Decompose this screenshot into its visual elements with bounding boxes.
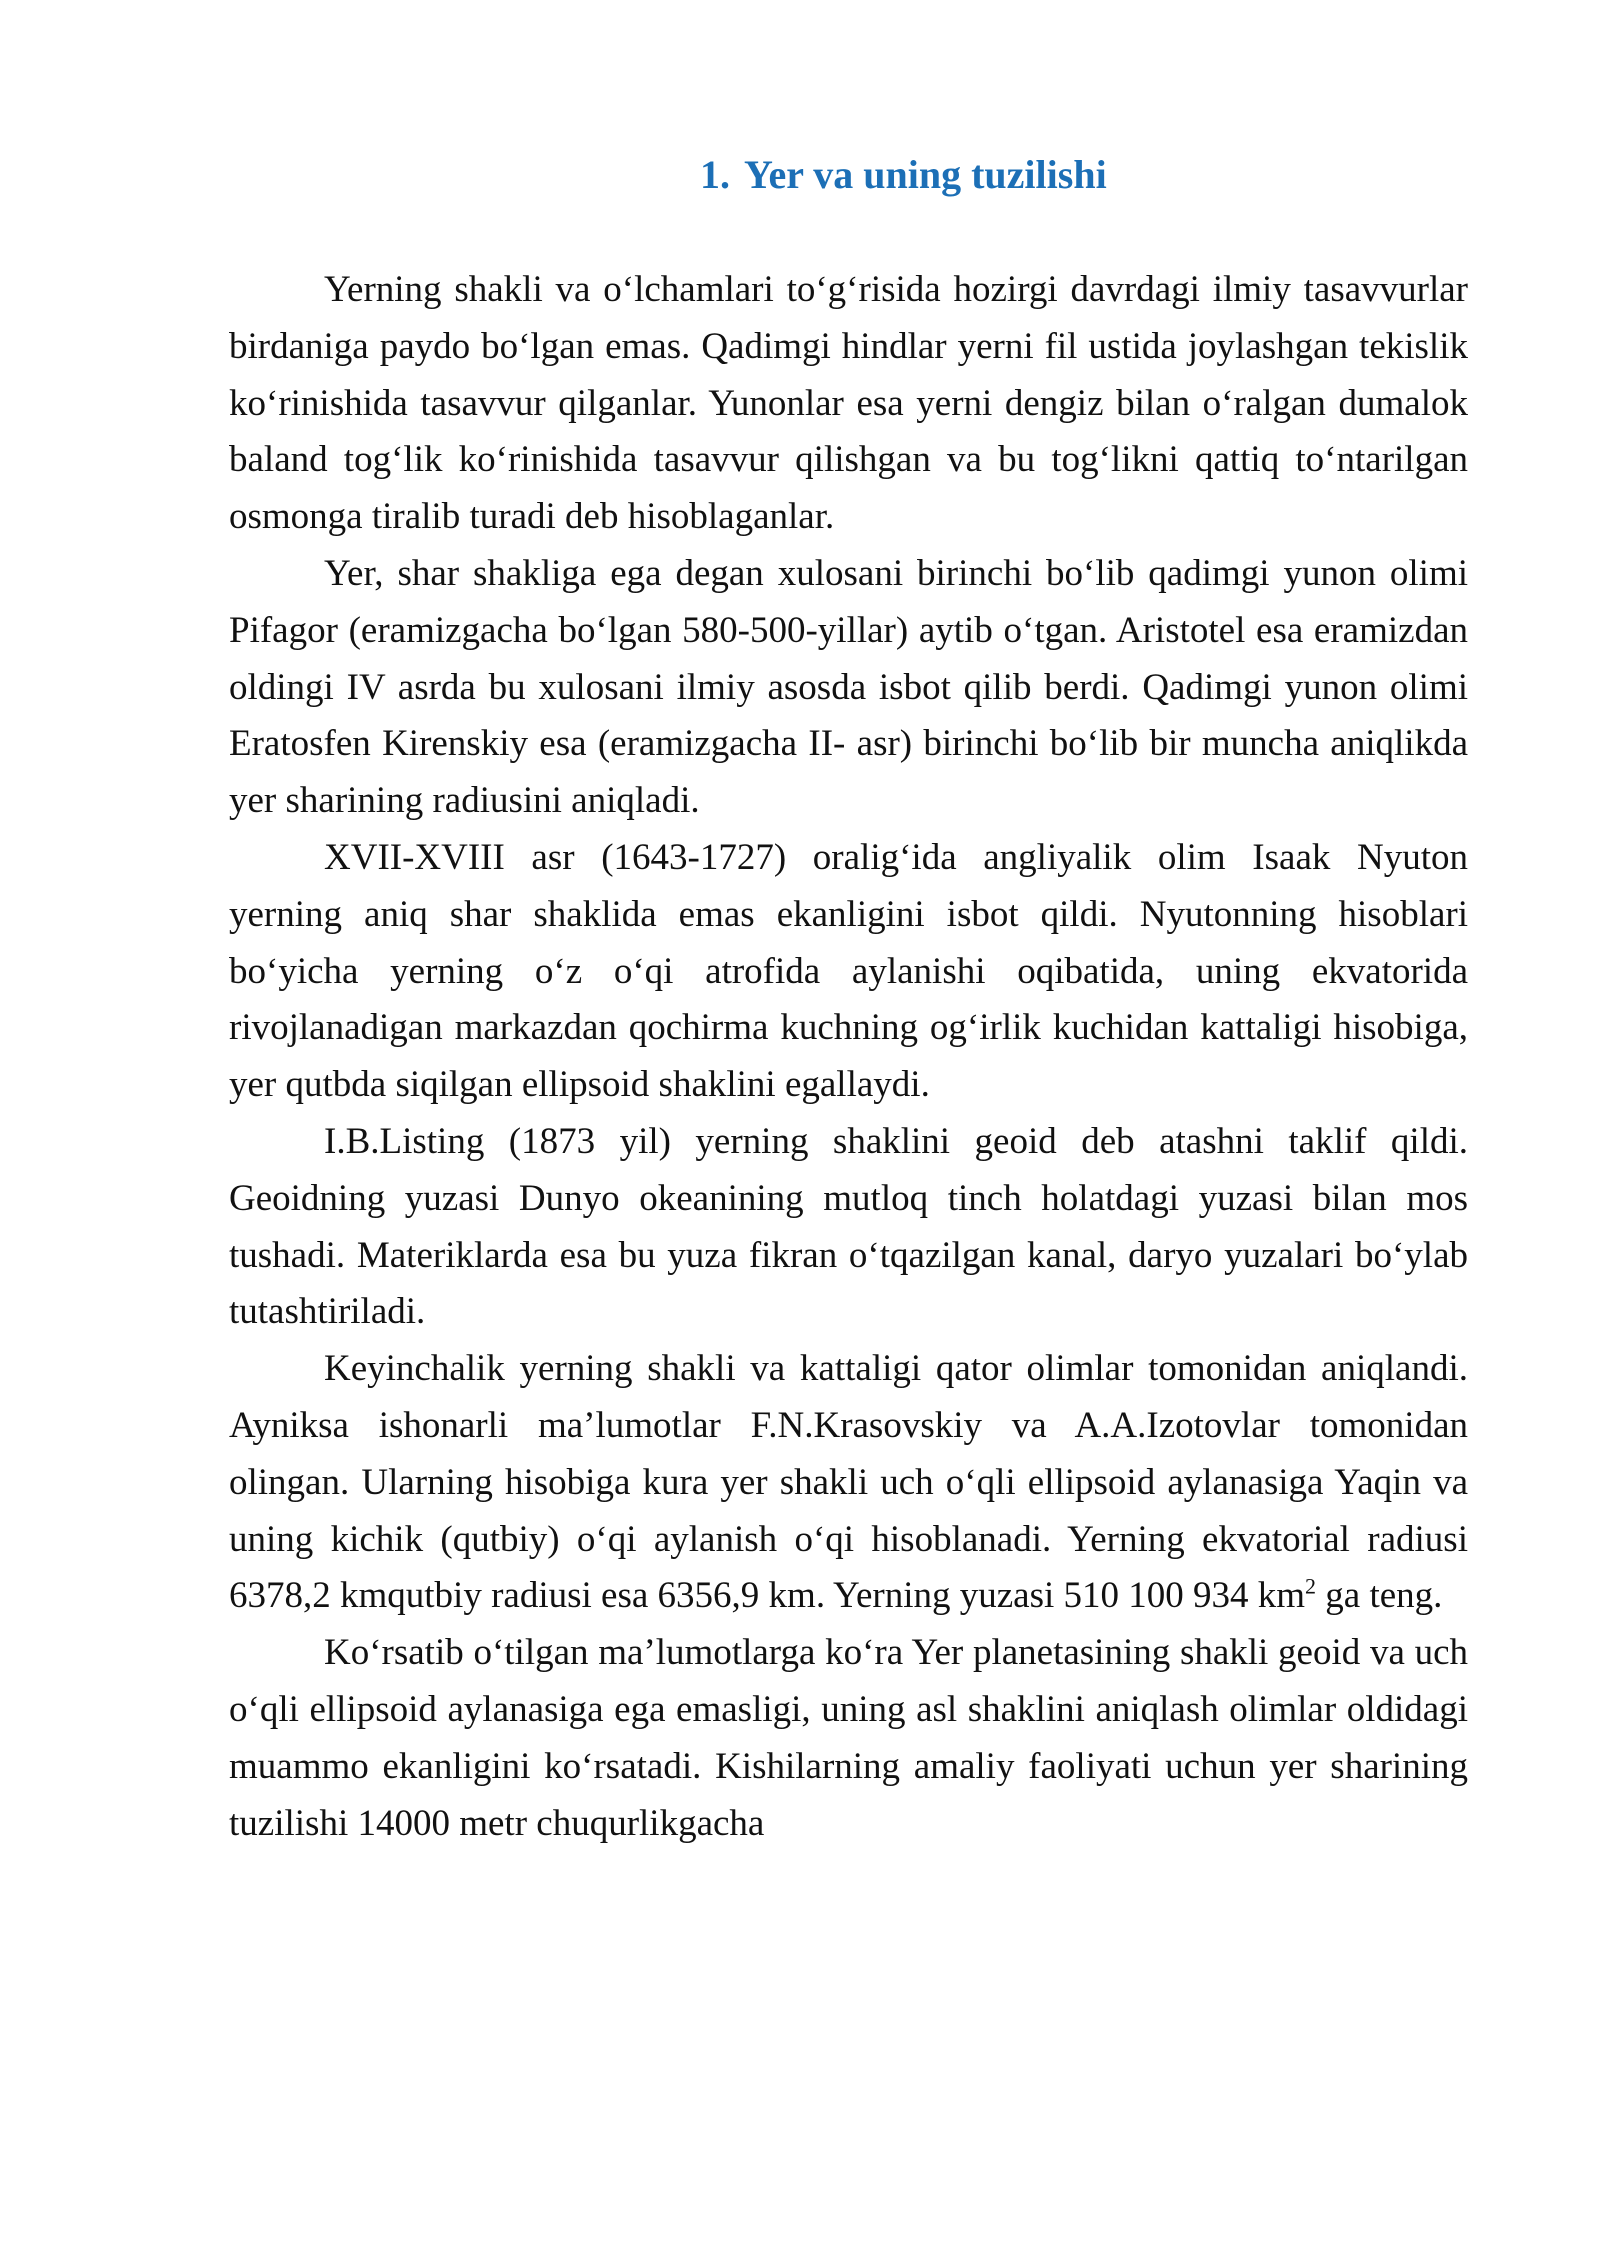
paragraph-5	[229, 1341, 1468, 1625]
paragraph-3: XVII-XVIII asr (1643-1727) oralig‘ida angliyalik olim Isaak Nyuton yerning aniq shar shaklida emas ekanligini isbot qildi. Nyutonning hisoblari bo‘yicha yerning o‘z o‘qi atrofida aylanishi oqibatida, uning ekvatorida rivojlanadigan markazdan qochirma kuchning og‘irlik kuchidan kattaligi hisobiga, yer qutbda siqilgan ellipsoid shaklini egallaydi.	[229, 836, 1468, 1106]
paragraph-1: Yerning shakli va o‘lchamlari to‘g‘risida hozirgi davrdagi ilmiy tasavvurlar birdaniga paydo bo‘lgan emas. Qadimgi hindlar yerni fil ustida joylashgan tekislik ko‘rinishida tasavvur qilganlar. Yunonlar esa yerni dengiz bilan o‘ralgan dumalok baland tog‘lik ko‘rinishida tasavvur qilishgan va bu tog‘likni qattiq to‘ntarilgan osmonga tiralib turadi deb hisoblaganlar.	[229, 269, 1468, 538]
paragraph-4: I.B.Listing (1873 yil) yerning shaklini geoid deb atashni taklif qildi. Geoidning yuzasi Dunyo okeanining mutloq tinch holatdagi yuzasi bilan mos tushadi. Materiklarda esa bu yuza fikran o‘tqazilgan kanal, daryo yuzalari bo‘ylab tutashtiriladi.	[229, 1120, 1468, 1333]
paragraph-5-text: Keyinchalik yerning shakli va kattaligi qator olimlar tomonidan aniqlandi. Ayniksa ishonarli ma’lumotlar F.N.Krasovskiy va A.A.Izotovlar tomonidan olingan. Ularning hisobiga kura yer shakli uch o‘qli ellipsoid aylanasiga Yaqin va uning kichik (qutbiy) o‘qi aylanish o‘qi hisoblanadi. Yerning ekvatorial radiusi 6378,2 kmqutbiy radiusi esa 6356,9 km. Yerning yuzasi 510 100 934 km	[229, 1348, 1468, 1617]
section-number: 1.	[700, 152, 730, 197]
body-text	[229, 262, 1468, 1852]
superscript-exponent: 2	[1305, 1574, 1317, 1599]
paragraph-5-tail: ga teng.	[1316, 1575, 1443, 1617]
paragraph-6: Ko‘rsatib o‘tilgan ma’lumotlarga ko‘ra Yer planetasining shakli geoid va uch o‘qli ellipsoid aylanasiga ega emasligi, uning asl shaklini aniqlash olimlar oldidagi muammo ekanligini ko‘rsatadi. Kishilarning amaliy faoliyati uchun yer sharining tuzilishi 14000 metr chuqurlikgacha	[229, 1632, 1468, 1844]
paragraph-2: Yer, shar shakliga ega degan xulosani birinchi bo‘lib qadimgi yunon olimi Pifagor (eramizgacha bo‘lgan 580-500-yillar) aytib o‘tgan. Aristotel esa eramizdan oldingi IV asrda bu xulosani ilmiy asosda isbot qilib berdi. Qadimgi yunon olimi Eratosfen Kirenskiy esa (eramizgacha II- asr) birinchi bo‘lib bir muncha aniqlikda yer sharining radiusini aniqladi.	[229, 552, 1468, 822]
section-heading	[700, 150, 1107, 200]
section-title: Yer va uning tuzilishi	[744, 152, 1107, 197]
